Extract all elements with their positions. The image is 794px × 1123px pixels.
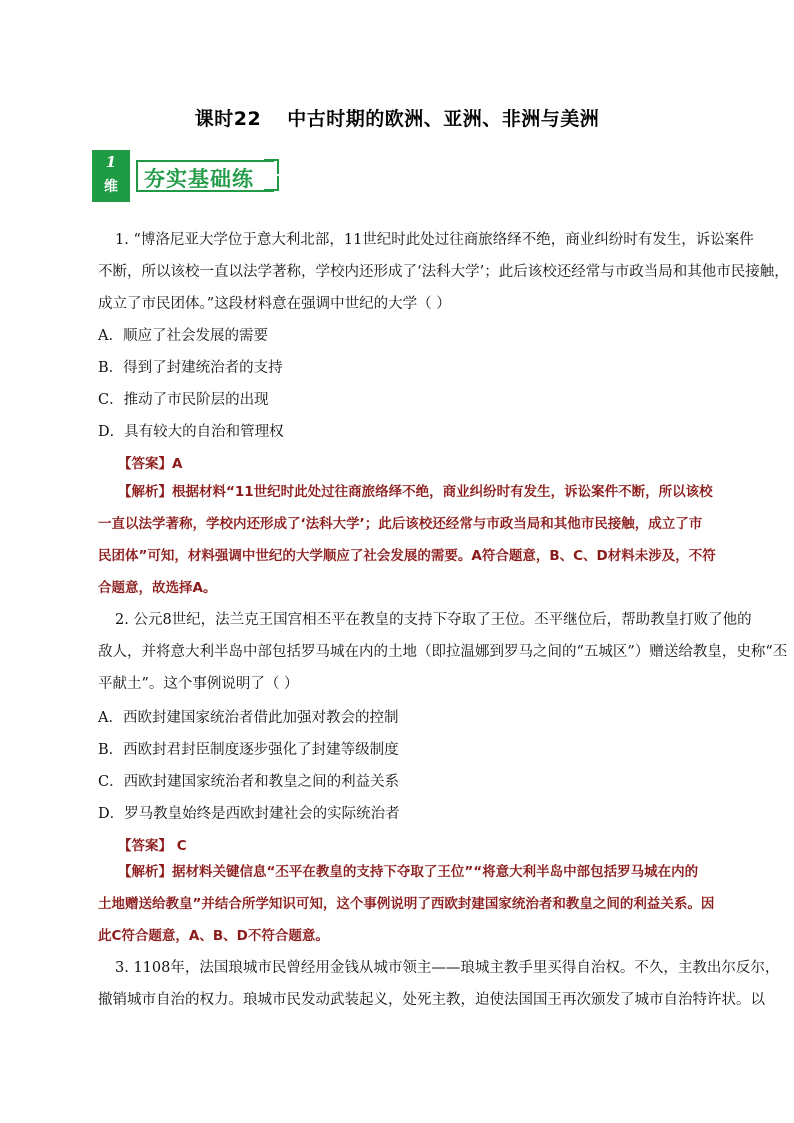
question-1-explanation (98, 476, 716, 604)
question-2-line: 敌人，并将意大利半岛中部包括罗马城在内的土地（即拉温娜到罗马之间的“五城区”）赠送给教皇，史称“丕 (98, 644, 788, 660)
question-1-line: 不断，所以该校一直以法学著称，学校内还形成了‘法科大学’；此后该校还经常与市政当局和其他市民接触， (98, 264, 789, 280)
question-2-option-a[interactable]: A．西欧封建国家统治者借此加强对教会的控制 (98, 710, 399, 726)
explanation-line: 合题意，故选择A。 (98, 580, 217, 596)
question-2-option-c[interactable]: C．西欧封建国家统治者和教皇之间的利益关系 (98, 774, 400, 790)
banner-wei: 维 (104, 179, 118, 195)
question-2-answer: 【答案】 C (118, 838, 187, 854)
question-1-option-c[interactable]: C．推动了市民阶层的出现 (98, 392, 269, 408)
banner-label-box (136, 160, 274, 192)
explanation-line: 民团体”可知，材料强调中世纪的大学顺应了社会发展的需要。A符合题意，B、C、D材料未涉及，不符 (98, 548, 716, 564)
banner-badge (92, 150, 130, 202)
question-1-option-b[interactable]: B．得到了封建统治者的支持 (98, 360, 283, 376)
lesson-number: 课时22 (194, 108, 262, 130)
question-1-line: 成立了市民团体。”这段材料意在强调中世纪的大学（ ） (98, 296, 451, 312)
question-2-stem (98, 604, 788, 700)
explanation-line: 一直以法学著称，学校内还形成了‘法科大学’；此后该校还经常与市政当局和其他市民接触，成立了市 (98, 516, 703, 532)
section-banner (92, 150, 288, 202)
question-2-option-b[interactable]: B．西欧封君封臣制度逐步强化了封建等级制度 (98, 742, 399, 758)
question-3-stem (98, 952, 780, 1016)
explanation-line: 此C符合题意，A、B、D不符合题意。 (98, 928, 329, 944)
question-2-explanation (98, 856, 715, 952)
question-1-answer: 【答案】A (118, 456, 183, 472)
question-1-line: 1. “博洛尼亚大学位于意大利北部，11世纪时此处过往商旅络绎不绝，商业纠纷时有发生，诉讼案件 (115, 232, 754, 248)
question-2-line: 2. 公元8世纪，法兰克王国宫相丕平在教皇的支持下夺取了王位。丕平继位后，帮助教皇打败了他的 (115, 612, 752, 628)
explanation-line: 土地赠送给教皇”并结合所学知识可知，这个事例说明了西欧封建国家统治者和教皇之间的利益关系。因 (98, 896, 715, 912)
banner-number: 1 (105, 153, 117, 171)
question-2-option-d[interactable]: D．罗马教皇始终是西欧封建社会的实际统治者 (98, 806, 400, 822)
question-1-option-d[interactable]: D．具有较大的自治和管理权 (98, 424, 284, 440)
question-2-line: 平献土”。这个事例说明了（ ） (98, 676, 299, 692)
question-3-line: 3. 1108年，法国琅城市民曾经用金钱从城市领主——琅城主教手里买得自治权。不久，主教出尔反尔， (115, 960, 780, 976)
explanation-line: 【解析】根据材料“11世纪时此处过往商旅络绎不绝，商业纠纷时有发生，诉讼案件不断，所以该校 (118, 484, 713, 500)
banner-corner-icon (262, 158, 282, 192)
lesson-title: 中古时期的欧洲、亚洲、非洲与美洲 (287, 108, 600, 130)
banner-label: 夯实基础练 (144, 167, 254, 191)
question-1-option-a[interactable]: A．顺应了社会发展的需要 (98, 328, 268, 344)
explanation-line: 【解析】据材料关键信息“丕平在教皇的支持下夺取了王位”“将意大利半岛中部包括罗马城在内的 (118, 864, 699, 880)
question-3-line: 撤销城市自治的权力。琅城市民发动武装起义，处死主教，迫使法国国王再次颁发了城市自治特许状。以 (98, 992, 765, 1008)
page-title (0, 104, 794, 131)
question-1-stem (98, 224, 789, 320)
